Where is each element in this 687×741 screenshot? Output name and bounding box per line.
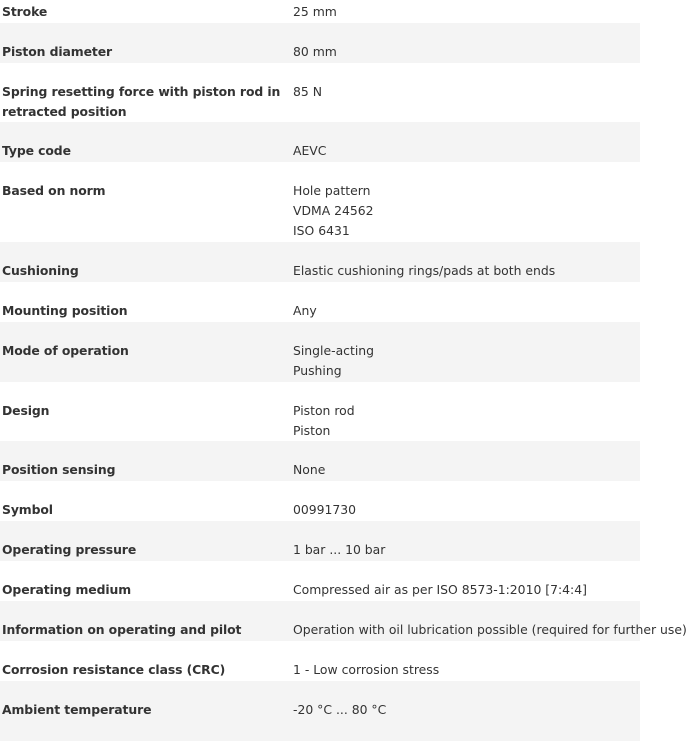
spec-value-line: 85 N [293, 84, 322, 99]
spec-row [0, 441, 640, 481]
spec-row [0, 23, 640, 63]
spec-label: Design [2, 403, 50, 418]
spec-value [293, 700, 653, 720]
spec-row [0, 382, 640, 441]
spec-value-line: AEVC [293, 143, 327, 158]
spec-value [293, 401, 653, 441]
spec-label: Spring resetting force with piston rod in retracted position [2, 84, 281, 119]
spec-value-line: 00991730 [293, 502, 357, 517]
spec-value-line: Pushing [293, 363, 342, 378]
spec-value-line: Compressed air as per ISO 8573-1:2010 [7:4:4] [293, 582, 587, 597]
spec-label: Information on operating and pilot [2, 622, 242, 637]
spec-value [293, 2, 653, 22]
spec-value-line: ISO 6431 [293, 223, 350, 238]
spec-row [0, 481, 640, 521]
spec-value-line: Operation with oil lubrication possible (required for further use) [293, 622, 687, 637]
spec-value [293, 141, 653, 161]
spec-label: Operating medium [2, 582, 132, 597]
spec-row [0, 162, 640, 242]
spec-value-line: VDMA 24562 [293, 203, 374, 218]
spec-row [0, 0, 640, 23]
spec-value [293, 181, 653, 241]
spec-value [293, 341, 653, 381]
spec-row [0, 282, 640, 322]
spec-label: Mounting position [2, 303, 128, 318]
spec-row [0, 521, 640, 561]
spec-value-line: Piston rod [293, 403, 355, 418]
spec-value [293, 660, 653, 680]
spec-label: Operating pressure [2, 542, 137, 557]
spec-value-line: 25 mm [293, 4, 337, 19]
spec-value-line: Piston [293, 423, 331, 438]
spec-value-line: -20 °C ... 80 °C [293, 702, 387, 717]
spec-label: Cushioning [2, 263, 79, 278]
spec-row [0, 681, 640, 741]
spec-value [293, 261, 653, 281]
spec-value-line: Elastic cushioning rings/pads at both ends [293, 263, 556, 278]
spec-value [293, 620, 687, 640]
spec-value [293, 500, 653, 520]
spec-label: Based on norm [2, 183, 106, 198]
spec-value-line: 1 - Low corrosion stress [293, 662, 440, 677]
spec-value-line: None [293, 462, 326, 477]
spec-label: Ambient temperature [2, 702, 152, 717]
spec-row [0, 641, 640, 681]
spec-value [293, 301, 653, 321]
spec-label: Corrosion resistance class (CRC) [2, 662, 226, 677]
spec-value-line: Any [293, 303, 317, 318]
spec-value-line: Hole pattern [293, 183, 371, 198]
spec-row [0, 242, 640, 282]
spec-row [0, 122, 640, 162]
spec-row [0, 322, 640, 382]
spec-label: Type code [2, 143, 71, 158]
spec-row [0, 561, 640, 601]
spec-value [293, 82, 653, 102]
spec-row [0, 63, 640, 122]
spec-value [293, 580, 653, 600]
spec-label: Stroke [2, 4, 48, 19]
spec-label: Mode of operation [2, 343, 129, 358]
spec-value-line: 1 bar ... 10 bar [293, 542, 386, 557]
spec-value [293, 42, 653, 62]
spec-label: Position sensing [2, 462, 116, 477]
spec-label: Symbol [2, 502, 53, 517]
spec-value [293, 460, 653, 480]
spec-row [0, 601, 687, 641]
spec-label: Piston diameter [2, 44, 113, 59]
spec-value-line: Single-acting [293, 343, 374, 358]
spec-value [293, 540, 653, 560]
spec-value-line: 80 mm [293, 44, 337, 59]
